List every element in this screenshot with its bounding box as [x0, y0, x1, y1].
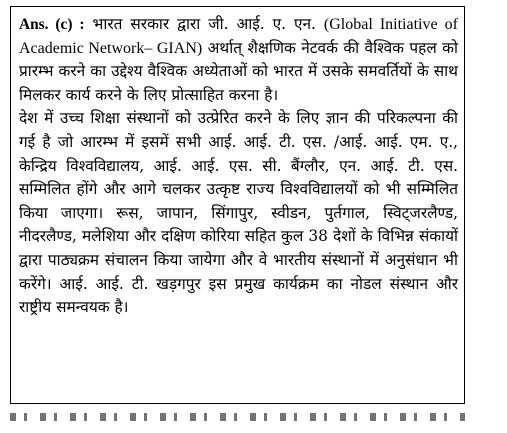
gian-full-form: (Global Initiative of Academic Network– GIAN) — [19, 16, 458, 57]
answer-box — [10, 6, 465, 404]
answer-intro-text: भारत सरकार द्वारा जी. आई. ए. एन. — [92, 15, 316, 33]
answer-paragraph-1 — [19, 13, 458, 107]
answer-paragraph-1-rest: अर्थात् शैक्षणिक नेटवर्क की वैश्विक पहल को प्रारम्भ करने का उद्देश्य वैश्विक अध्येताओं को भारत में उसके समवर्तियों के साथ मिलकर कार्य करने के लिए प्रोत्साहित करना है। — [19, 38, 458, 104]
answer-paragraph-2: देश में उच्च शिक्षा संस्थानों को उत्प्रेरित करने के लिए ज्ञान की परिकल्पना की गई है जो आरम्भ में इसमें सभी आई. आई. टी. एस. /आई. आई. एम. ए., केन्द्रिय विश्वविद्यालय, आई. आई. एस. सी. बैंग्लौर, एन. आई. टी. एस. सम्मिलित होंगे और आगे चलकर उत्कृष्ट राज्य विश्वविद्यालयों को भी सम्मिलित किया जाएगा। रूस, जापान, सिंगापुर, स्वीडन, पुर्तगाल, स्विट्जरलैण्ड, नीदरलैण्ड, मलेशिया और दक्षिण कोरिया सहित कुल 38 देशों के विभिन्न संकायों द्वारा पाठ्यक्रम संचालन किया जायेगा और वे भारतीय संस्थानों में अनुसंधान भी करेंगे। आई. आई. टी. खड़गपुर इस प्रमुख कार्यक्रम का नोडल संस्थान और राष्ट्रीय समन्वयक है। — [19, 109, 458, 317]
answer-label: Ans. (c) : — [19, 16, 85, 33]
cropped-next-line — [10, 411, 465, 433]
